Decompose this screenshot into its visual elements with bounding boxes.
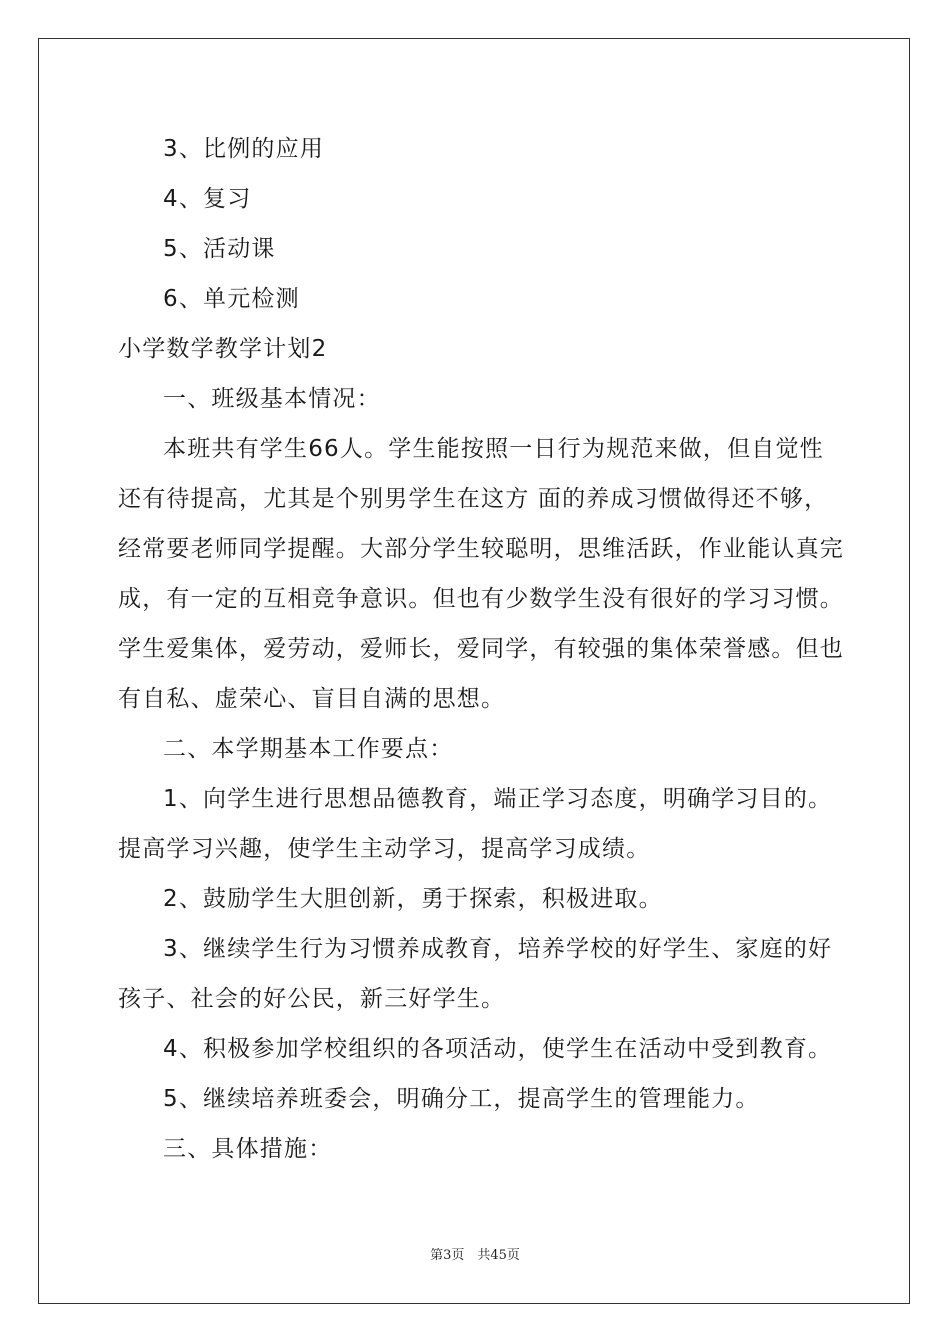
paragraph-line: 孩子、社会的好公民，新三好学生。: [118, 986, 506, 1012]
section-heading: 二、本学期基本工作要点：: [163, 736, 454, 762]
list-item: 6、单元检测: [163, 286, 300, 312]
list-item: 4、复习: [163, 186, 252, 212]
section-heading: 一、班级基本情况：: [163, 386, 381, 412]
paragraph-line: 经常要老师同学提醒。大部分学生较聪明，思维活跃，作业能认真完: [118, 536, 844, 562]
paragraph-line: 还有待提高，尤其是个别男学生在这方 面的养成习惯做得还不够，: [118, 486, 829, 512]
section-heading: 三、具体措施：: [163, 1136, 333, 1162]
paragraph-line: 本班共有学生66人。学生能按照一日行为规范来做，但自觉性: [163, 436, 824, 462]
paragraph-line: 学生爱集体，爱劳动，爱师长，爱同学，有较强的集体荣誉感。但也: [118, 636, 844, 662]
paragraph-line: 5、继续培养班委会，明确分工，提高学生的管理能力。: [163, 1086, 760, 1112]
paragraph-line: 4、积极参加学校组织的各项活动，使学生在活动中受到教育。: [163, 1036, 833, 1062]
page-number: 第3页 共45页: [430, 1248, 520, 1263]
paragraph-line: 提高学习兴趣，使学生主动学习，提高学习成绩。: [118, 836, 651, 862]
list-item: 3、比例的应用: [163, 136, 325, 162]
paragraph-line: 2、鼓励学生大胆创新，勇于探索，积极进取。: [163, 886, 663, 912]
page-border: [38, 38, 910, 1304]
section-title: 小学数学教学计划2: [118, 336, 328, 362]
paragraph-line: 3、继续学生行为习惯养成教育，培养学校的好学生、家庭的好: [163, 936, 833, 962]
list-item: 5、活动课: [163, 236, 276, 262]
paragraph-line: 有自私、虚荣心、盲目自满的思想。: [118, 686, 506, 712]
paragraph-line: 1、向学生进行思想品德教育，端正学习态度，明确学习目的。: [163, 786, 833, 812]
paragraph-line: 成，有一定的互相竞争意识。但也有少数学生没有很好的学习习惯。: [118, 586, 844, 612]
